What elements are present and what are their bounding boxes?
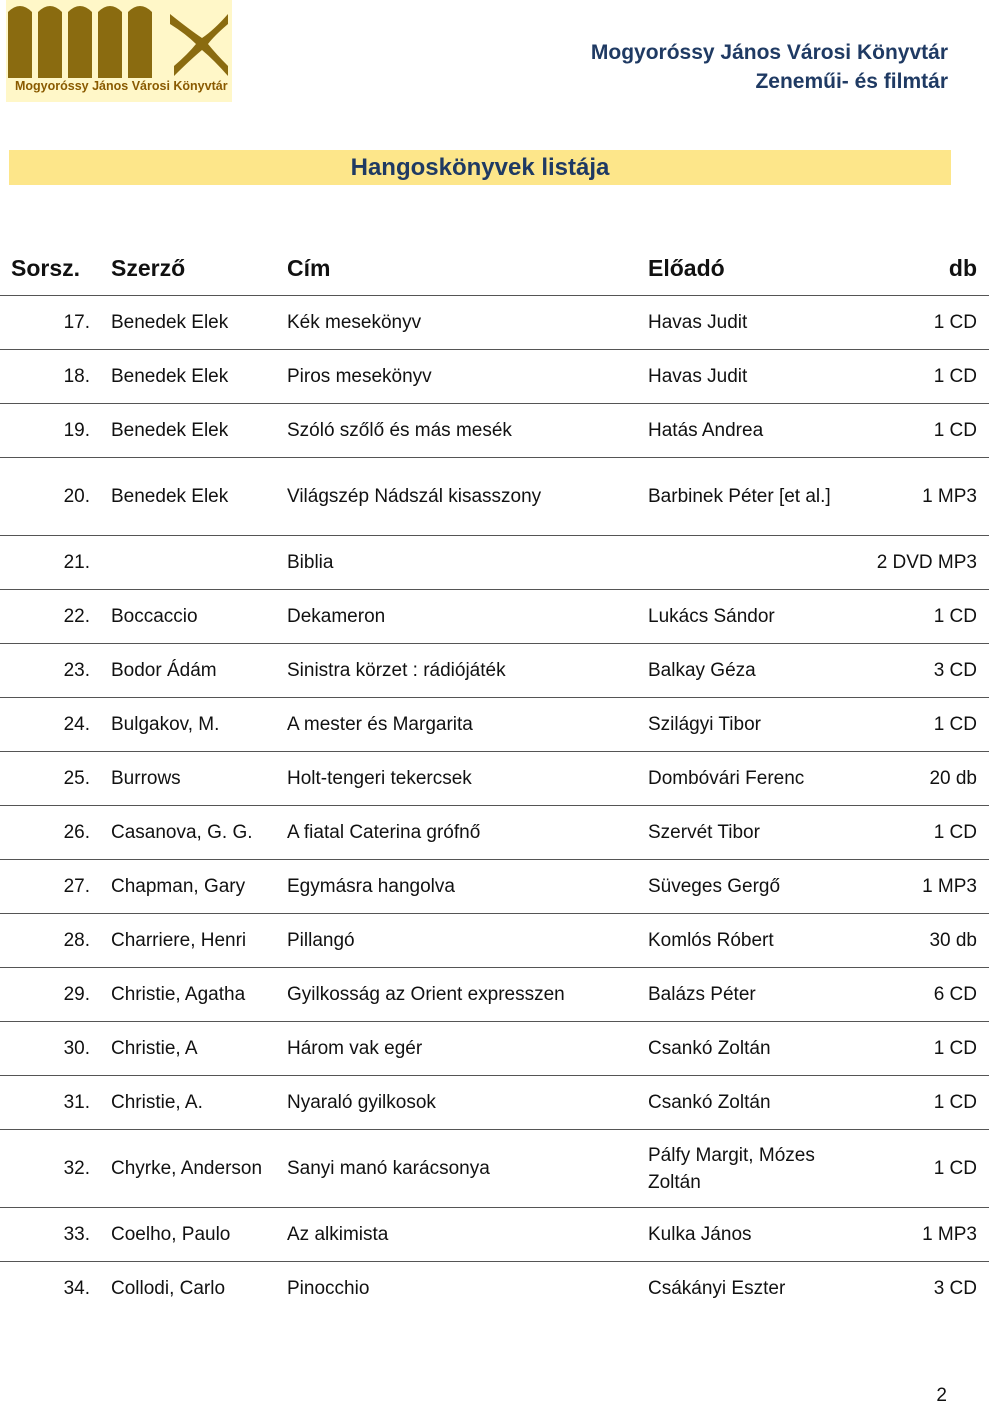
table-row bbox=[0, 698, 989, 752]
cell-quantity: 1 CD bbox=[848, 1076, 989, 1130]
cell-quantity: 3 CD bbox=[933, 1278, 977, 1299]
cell-number: 29. bbox=[0, 968, 109, 1022]
cell-quantity: 20 db bbox=[848, 752, 989, 806]
table-row bbox=[0, 968, 989, 1022]
cell-author: Benedek Elek bbox=[109, 404, 285, 458]
cell-author: Charriere, Henri bbox=[109, 914, 285, 968]
cell-author: Bulgakov, M. bbox=[109, 698, 285, 752]
cell-performer: Szervét Tibor bbox=[645, 806, 848, 860]
cell-quantity: 1 CD bbox=[848, 806, 989, 860]
library-header bbox=[591, 38, 948, 96]
table-row bbox=[0, 752, 989, 806]
logo-text: Mogyoróssy János Városi Könyvtár bbox=[15, 79, 228, 93]
column-header-author: Szerző bbox=[109, 241, 285, 296]
page-number: 2 bbox=[936, 1385, 947, 1406]
cell-author: Benedek Elek bbox=[109, 350, 285, 404]
column-header-performer: Előadó bbox=[645, 241, 848, 296]
cell-number: 17. bbox=[0, 296, 109, 350]
cell-performer: Lukács Sándor bbox=[645, 590, 848, 644]
column-header-number: Sorsz. bbox=[0, 241, 109, 296]
table-row bbox=[0, 590, 989, 644]
cell-performer: Szilágyi Tibor bbox=[645, 698, 848, 752]
cell-author: Collodi, Carlo bbox=[111, 1278, 226, 1299]
table-row bbox=[0, 1262, 989, 1316]
table-row bbox=[0, 296, 989, 350]
cell-quantity: 1 MP3 bbox=[848, 1208, 989, 1262]
cell-title: Pillangó bbox=[285, 914, 645, 968]
cell-author: Boccaccio bbox=[109, 590, 285, 644]
cell-number: 31. bbox=[0, 1076, 109, 1130]
cell-author: Bodor Ádám bbox=[109, 644, 285, 698]
cell-performer: Pálfy Margit, Mózes Zoltán bbox=[645, 1130, 848, 1208]
cell-quantity: 30 db bbox=[848, 914, 989, 968]
cell-title: Dekameron bbox=[285, 590, 645, 644]
cell-author bbox=[109, 536, 285, 590]
cell-performer: Havas Judit bbox=[645, 296, 848, 350]
table-row bbox=[0, 644, 989, 698]
cell-author: Benedek Elek bbox=[109, 296, 285, 350]
cell-number: 19. bbox=[0, 404, 109, 458]
cell-quantity: 1 CD bbox=[848, 1130, 989, 1208]
cell-author: Christie, A. bbox=[109, 1076, 285, 1130]
cell-title: Világszép Nádszál kisasszony bbox=[285, 458, 645, 536]
cell-quantity: 1 CD bbox=[848, 698, 989, 752]
cell-quantity: 1 CD bbox=[848, 1022, 989, 1076]
library-name: Mogyoróssy János Városi Könyvtár bbox=[590, 41, 948, 64]
cell-quantity: 6 CD bbox=[848, 968, 989, 1022]
cell-performer: Balázs Péter bbox=[645, 968, 848, 1022]
cell-performer bbox=[645, 536, 848, 590]
cell-performer: Kulka János bbox=[645, 1208, 848, 1262]
cell-number: 20. bbox=[0, 458, 109, 536]
title-bar bbox=[9, 150, 951, 185]
table-row bbox=[0, 1022, 989, 1076]
cell-author: Chyrke, Anderson bbox=[109, 1130, 285, 1208]
column-header-title: Cím bbox=[285, 241, 645, 296]
cell-author: Burrows bbox=[109, 752, 285, 806]
cell-number: 33. bbox=[0, 1208, 109, 1262]
department-name: Zeneműi- és filmtár bbox=[755, 70, 948, 93]
cell-performer: Balkay Géza bbox=[645, 644, 848, 698]
table-row bbox=[0, 350, 989, 404]
cell-number: 34. bbox=[63, 1278, 90, 1299]
cell-author: Christie, Agatha bbox=[109, 968, 285, 1022]
cell-number: 24. bbox=[0, 698, 109, 752]
cell-quantity: 1 MP3 bbox=[848, 458, 989, 536]
cell-title: Szóló szőlő és más mesék bbox=[285, 404, 645, 458]
column-header-quantity: db bbox=[848, 241, 989, 296]
cell-title: Biblia bbox=[285, 536, 645, 590]
table-row bbox=[0, 536, 989, 590]
cell-quantity: 3 CD bbox=[848, 644, 989, 698]
table-row bbox=[0, 914, 989, 968]
cell-title: Piros mesekönyv bbox=[285, 350, 645, 404]
cell-title: Kék mesekönyv bbox=[285, 296, 645, 350]
audiobook-table bbox=[0, 241, 989, 1315]
cell-number: 28. bbox=[0, 914, 109, 968]
cell-performer: Csankó Zoltán bbox=[645, 1022, 848, 1076]
cell-number: 32. bbox=[0, 1130, 109, 1208]
cell-number: 27. bbox=[0, 860, 109, 914]
cell-title: Holt-tengeri tekercsek bbox=[285, 752, 645, 806]
table-header-row bbox=[0, 241, 989, 296]
cell-performer: Dombóvári Ferenc bbox=[645, 752, 848, 806]
cell-quantity: 1 CD bbox=[848, 296, 989, 350]
cell-quantity: 1 CD bbox=[848, 590, 989, 644]
cell-number: 25. bbox=[0, 752, 109, 806]
cell-performer: Komlós Róbert bbox=[645, 914, 848, 968]
cell-number: 22. bbox=[0, 590, 109, 644]
cell-author: Casanova, G. G. bbox=[109, 806, 285, 860]
cell-title: Pinocchio bbox=[287, 1278, 370, 1299]
cell-title: Az alkimista bbox=[285, 1208, 645, 1262]
table-row bbox=[0, 860, 989, 914]
cell-quantity: 1 MP3 bbox=[848, 860, 989, 914]
cell-author: Coelho, Paulo bbox=[109, 1208, 285, 1262]
table-row bbox=[0, 404, 989, 458]
cell-performer: Hatás Andrea bbox=[645, 404, 848, 458]
cell-quantity: 2 DVD MP3 bbox=[848, 536, 989, 590]
cell-quantity: 1 CD bbox=[848, 404, 989, 458]
cell-number: 30. bbox=[0, 1022, 109, 1076]
cell-title: Gyilkosság az Orient expresszen bbox=[285, 968, 645, 1022]
cell-number: 18. bbox=[0, 350, 109, 404]
library-logo bbox=[6, 0, 232, 102]
cell-number: 21. bbox=[0, 536, 109, 590]
cell-number: 26. bbox=[0, 806, 109, 860]
cell-title: Nyaraló gyilkosok bbox=[285, 1076, 645, 1130]
cell-performer: Csankó Zoltán bbox=[645, 1076, 848, 1130]
cell-author: Benedek Elek bbox=[109, 458, 285, 536]
cell-author: Chapman, Gary bbox=[109, 860, 285, 914]
cell-performer: Havas Judit bbox=[645, 350, 848, 404]
table-row bbox=[0, 806, 989, 860]
cell-title: Három vak egér bbox=[285, 1022, 645, 1076]
cell-performer: Barbinek Péter [et al.] bbox=[645, 458, 848, 536]
cell-number: 23. bbox=[0, 644, 109, 698]
cell-title: A mester és Margarita bbox=[285, 698, 645, 752]
cell-author: Christie, A bbox=[109, 1022, 285, 1076]
cell-title: Sinistra körzet : rádiójáték bbox=[285, 644, 645, 698]
cell-title: Sanyi manó karácsonya bbox=[285, 1130, 645, 1208]
cell-performer: Csákányi Eszter bbox=[648, 1278, 786, 1299]
cell-title: Egymásra hangolva bbox=[285, 860, 645, 914]
table-row bbox=[0, 1130, 989, 1208]
cell-title: A fiatal Caterina grófnő bbox=[285, 806, 645, 860]
cell-performer: Süveges Gergő bbox=[645, 860, 848, 914]
table-row bbox=[0, 1208, 989, 1262]
page-title: Hangoskönyvek listája bbox=[350, 154, 610, 181]
table-row bbox=[0, 458, 989, 536]
cell-quantity: 1 CD bbox=[848, 350, 989, 404]
table-row bbox=[0, 1076, 989, 1130]
